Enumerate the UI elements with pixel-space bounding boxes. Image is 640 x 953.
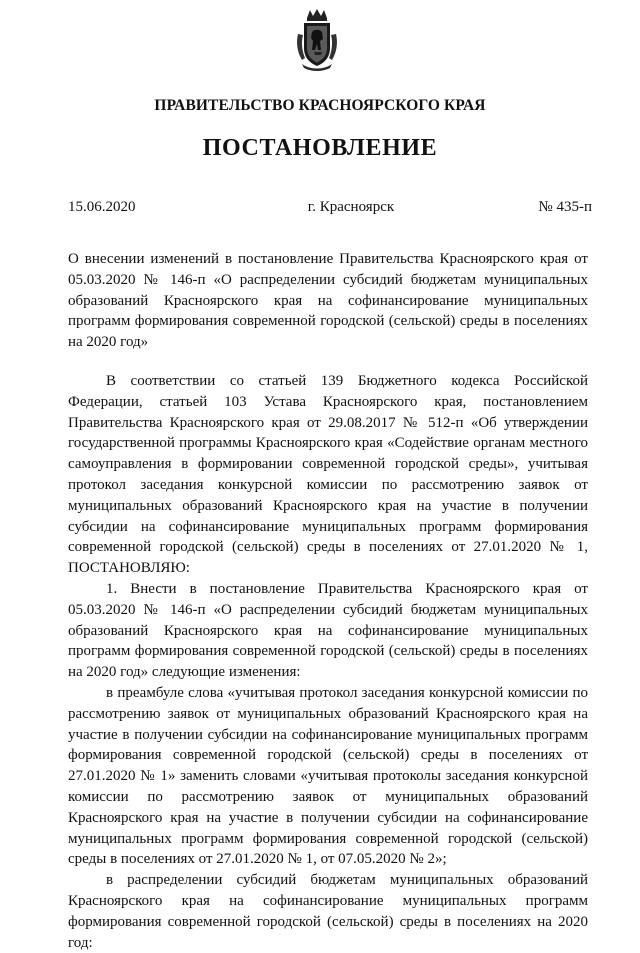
paragraph-distribution-change: в распределении субсидий бюджетам муниципальных образований Красноярского края на софинансирование муниципальных программ формирования современной городской (сельской) среды в поселениях на 2020 год: [68,872,588,951]
paragraph-preamble-change: в преамбуле слова «учитывая протокол заседания конкурсной комиссии по рассмотрению заявок от муниципальных образований Красноярского края на участие в получении субсидии на софинансирование муниципальных программ формирования современной городской (сельской) среды в поселениях от 27.01.2020 № 1» заменить словами «учитывая протоколы заседания конкурсной комиссии по рассмотрению заявок от муниципальных образований Красноярского края на участие в получении субсидии на софинансирование муниципальных программ формирования современной городской (сельской) среды в поселениях от 27.01.2020 № 1, от 07.05.2020 № 2»; [68,684,588,868]
document-date: 15.06.2020 [68,199,136,215]
document-number: № 435-п [538,199,592,215]
document-subject: О внесении изменений в постановление Правительства Красноярского края от 05.03.2020 № 146-п «О распределении субсидий бюджетам муниципальных образований Красноярского края на софинансирование муниципальных программ формирования современной городской (сельской) среды в поселениях на 2020 год» [68,251,588,351]
document-city: г. Красноярск [307,199,395,215]
paragraph-preamble: В соответствии со статьей 139 Бюджетного кодекса Российской Федерации, статьей 103 Устава Красноярского края, постановлением Правительства Красноярского края от 29.08.2017 № 512-п «Об утверждении государственной программы Красноярского края «Содействие органам местного самоуправления в формировании современной городской среды», учитывая протокол заседания конкурсной комиссии по рассмотрению заявок от муниципальных образований Красноярского края на участие в получении субсидии на софинансирование муниципальных программ формирования современной городской (сельской) среды в поселениях от 27.01.2020 № 1, ПОСТАНОВЛЯЮ: [68,373,588,577]
coat-of-arms-icon [294,8,340,72]
government-title: ПРАВИТЕЛЬСТВО КРАСНОЯРСКОГО КРАЯ [154,97,486,114]
paragraph-item-1: 1. Внести в постановление Правительства Красноярского края от 05.03.2020 № 146-п «О распределении субсидий бюджетам муниципальных образований Красноярского края на софинансирование муниципальных программ формирования современной городской (сельской) среды в поселениях на 2020 год» следующие изменения: [68,580,588,681]
document-meta-row [68,199,592,216]
document-type-title: ПОСТАНОВЛЕНИЕ [202,135,438,161]
document-body [68,371,588,953]
